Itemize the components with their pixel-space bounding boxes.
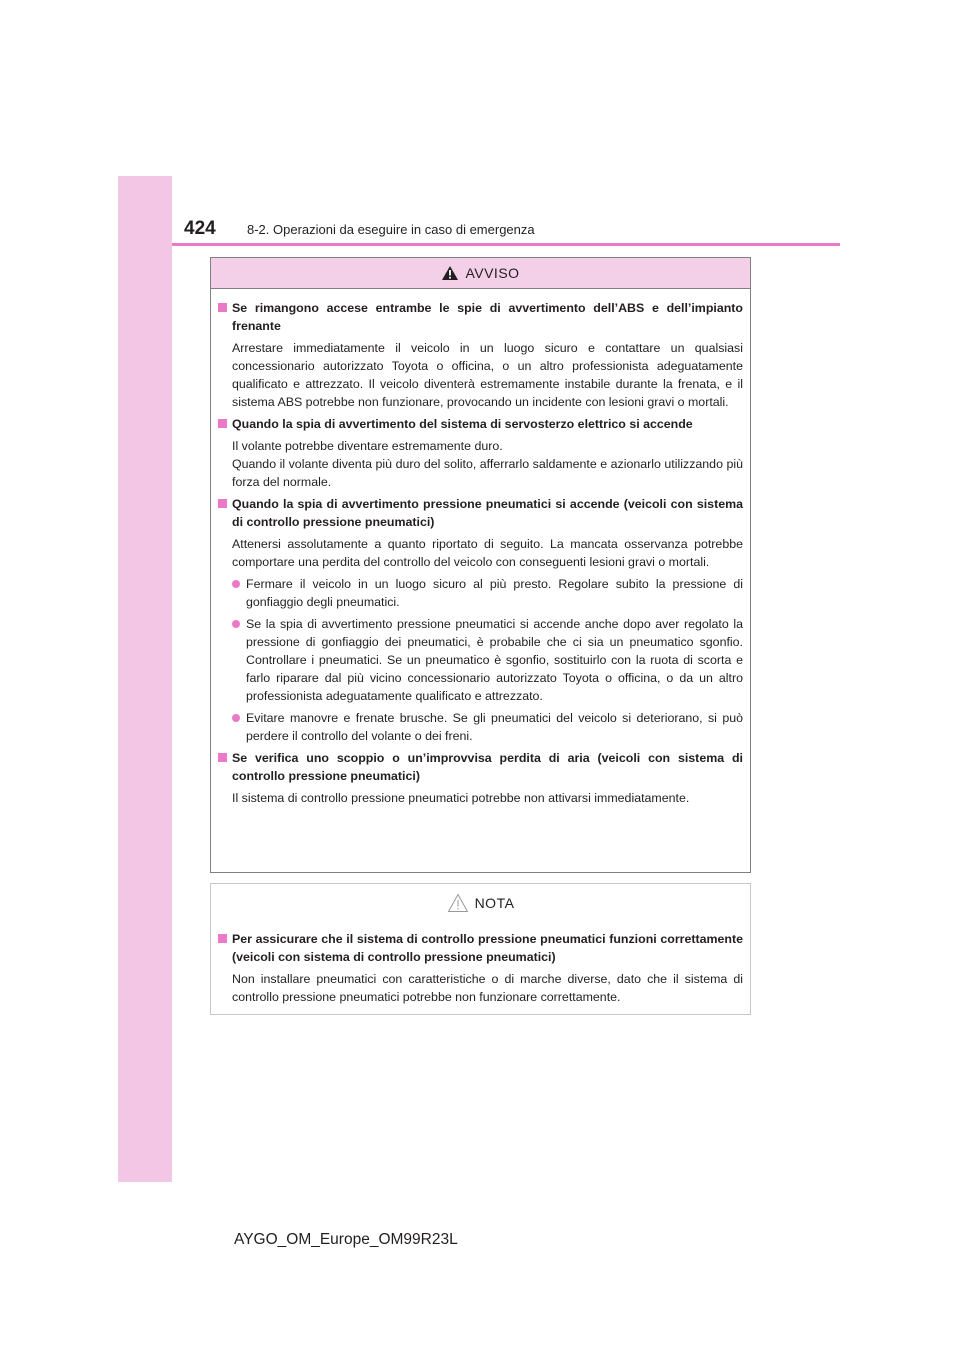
sub-item: [232, 575, 743, 611]
chapter-sidebar-tab: [118, 176, 172, 1182]
sub-item: [232, 709, 743, 745]
square-bullet-icon: [218, 934, 227, 943]
square-bullet-icon: [218, 419, 227, 428]
caution-triangle-outline-icon: [447, 893, 469, 913]
page-number: 424: [184, 218, 216, 239]
warning-item: [218, 495, 743, 531]
warning-item: [218, 299, 743, 335]
notice-item: [218, 930, 743, 966]
item-title: Quando la spia di avvertimento pressione pneumatici si accende (veicoli con sistema di controllo pressione pneumatici): [232, 497, 743, 529]
sub-item-text: Se la spia di avvertimento pressione pneumatici si accende anche dopo aver regolato la pressione di gonfiaggio dei pneumatici, è probabile che ci sia un pneumatico sgonfio. Controllare i pneumatici. Se un pneumatico è sgonfio, sostituirlo con la ruota di scorta e farlo riparare dal più vicino concessionario autorizzato Toyota o officina, o da un altro professionista adeguatamente qualificato e attrezzato.: [246, 617, 743, 703]
square-bullet-icon: [218, 303, 227, 312]
warning-item: [218, 415, 743, 433]
item-title: Se verifica uno scoppio o un’improvvisa perdita di aria (veicoli con sistema di controllo pressione pneumatici): [232, 751, 743, 783]
sub-item-text: Fermare il veicolo in un luogo sicuro al più presto. Regolare subito la pressione di gonfiaggio degli pneumatici.: [246, 577, 743, 609]
warning-box: [210, 257, 751, 873]
sub-item: [232, 615, 743, 705]
item-text: Il volante potrebbe diventare estremamente duro.: [232, 439, 503, 453]
notice-header: [211, 888, 750, 918]
round-bullet-icon: [232, 620, 240, 628]
item-text: Arrestare immediatamente il veicolo in un luogo sicuro e contattare un qualsiasi concessionario autorizzato Toyota o officina, o un altro professionista adeguatamente qualificato e attrezzato. Il veicolo diventerà estremamente instabile durante la frenata, e il sistema ABS potrebbe non funzionare, provocando un incidente con lesioni gravi o mortali.: [232, 341, 743, 409]
item-title: Quando la spia di avvertimento del sistema di servosterzo elettrico si accende: [232, 417, 693, 431]
item-title: Se rimangono accese entrambe le spie di avvertimento dell’ABS e dell’impianto frenante: [232, 301, 743, 333]
item-text: Attenersi assolutamente a quanto riportato di seguito. La mancata osservanza potrebbe comportare una perdita del controllo del veicolo con conseguenti lesioni gravi o mortali.: [232, 537, 743, 569]
item-text: Non installare pneumatici con caratteristiche o di marche diverse, dato che il sistema di controllo pressione pneumatici potrebbe non funzionare correttamente.: [232, 972, 743, 1004]
item-text: Quando il volante diventa più duro del solito, afferrarlo saldamente e azionarlo utilizzando più forza del normale.: [232, 457, 743, 489]
square-bullet-icon: [218, 753, 227, 762]
warning-content: [211, 289, 750, 807]
warning-item: [218, 749, 743, 785]
document-code: AYGO_OM_Europe_OM99R23L: [234, 1231, 458, 1248]
round-bullet-icon: [232, 580, 240, 588]
section-title: 8-2. Operazioni da eseguire in caso di emergenza: [247, 222, 535, 237]
warning-title: AVVISO: [465, 265, 520, 281]
round-bullet-icon: [232, 714, 240, 722]
notice-box: [210, 883, 751, 1015]
warning-header: [211, 258, 750, 289]
notice-title: NOTA: [474, 895, 515, 911]
item-title: Per assicurare che il sistema di controllo pressione pneumatici funzioni correttamente (veicoli con sistema di controllo pressione pneumatici): [232, 932, 743, 964]
square-bullet-icon: [218, 499, 227, 508]
sub-item-text: Evitare manovre e frenate brusche. Se gli pneumatici del veicolo si deteriorano, si può perdere il controllo del volante o dei freni.: [246, 711, 743, 743]
header-rule: [172, 243, 840, 246]
notice-content: [211, 918, 750, 1006]
item-text: Il sistema di controllo pressione pneumatici potrebbe non attivarsi immediatamente.: [232, 791, 690, 805]
warning-triangle-icon: [441, 265, 459, 281]
